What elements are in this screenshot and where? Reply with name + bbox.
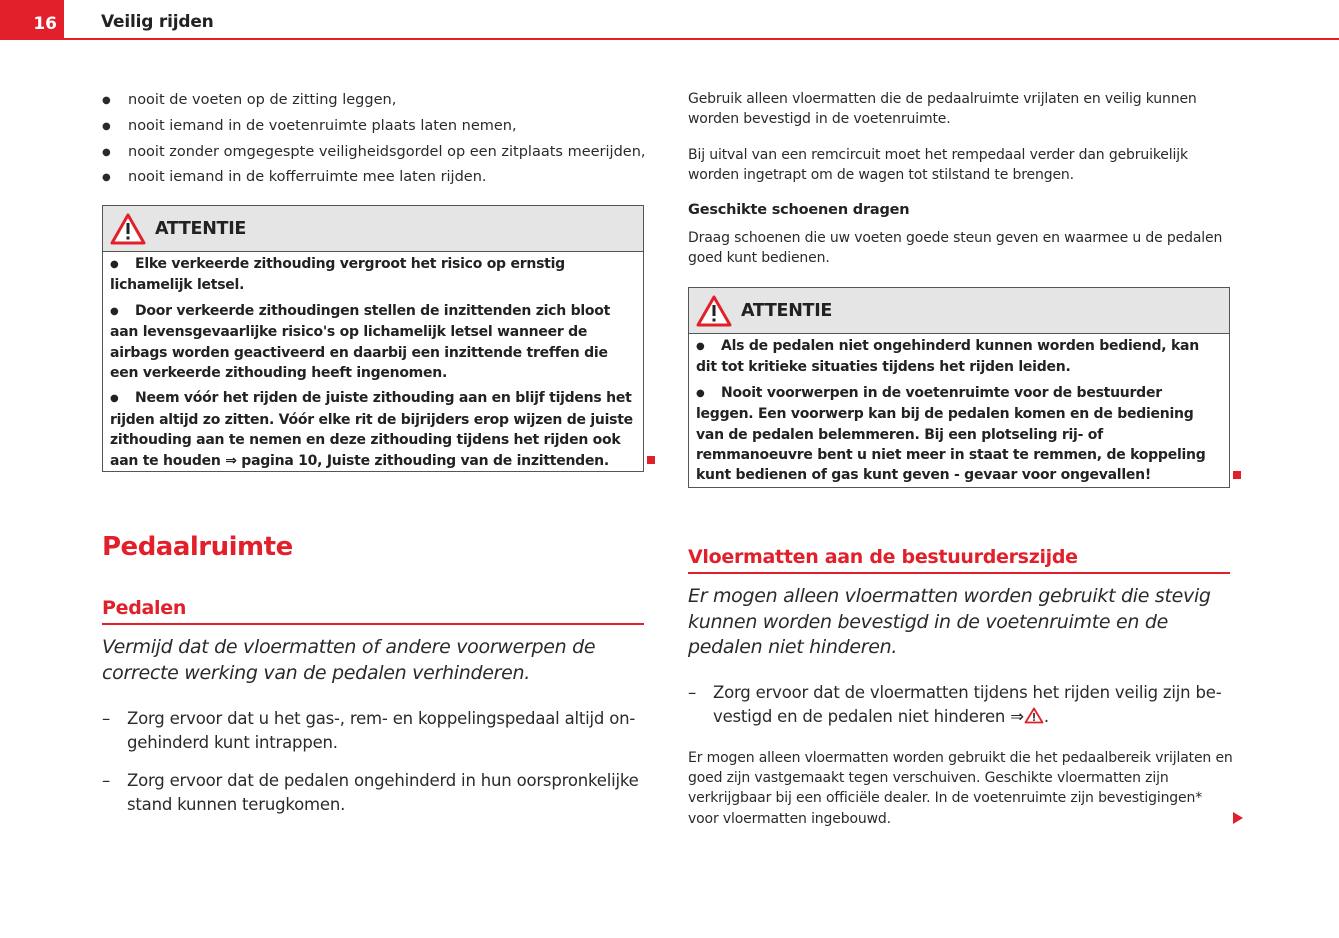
continue-arrow-icon bbox=[1233, 812, 1243, 824]
section-title: Pedaalruimte bbox=[102, 532, 293, 562]
warning-body bbox=[103, 252, 643, 478]
warning-box bbox=[102, 205, 644, 472]
page-header bbox=[0, 0, 1339, 40]
step-list bbox=[688, 681, 1233, 743]
bullet-list bbox=[102, 88, 646, 191]
header-rule bbox=[64, 38, 1339, 40]
chapter-title: Veilig rijden bbox=[101, 12, 214, 32]
paragraph: Bij uitval van een remcircuit moet het rempedaal verder dan gebruikelijk worden ingetrapt om de wagen tot stilstand te brengen. bbox=[688, 147, 1188, 183]
warning-item: ● Door verkeerde zithoudingen stellen de inzittenden zich bloot aan levensgevaarlijke risico's op lichamelijk letsel wanneer de airbags worden geactiveerd en daarbij een inzittende treffen die een verkeerde zithouding heeft ingenomen. bbox=[110, 302, 611, 382]
warning-triangle-icon bbox=[110, 213, 146, 245]
warning-body bbox=[689, 334, 1229, 493]
step-item: – Zorg ervoor dat de vloermatten tijdens het rijden veilig zijn bevestigd en de pedalen niet hinderen ⇒ . bbox=[688, 681, 1233, 728]
warning-header bbox=[103, 206, 643, 252]
warning-reference-icon[interactable] bbox=[1024, 707, 1044, 724]
warning-title: ATTENTIE bbox=[155, 218, 247, 239]
subheading: Geschikte schoenen dragen bbox=[688, 202, 910, 218]
subsection-rule bbox=[102, 623, 644, 625]
list-item: ● nooit de voeten op de zitting leggen, bbox=[102, 88, 646, 114]
warning-item: ● Nooit voorwerpen in de voetenruimte voor de bestuurder leggen. Een voorwerp kan bij de pedalen komen en de bediening van de pedalen belemmeren. Bij een plotseling rij- of remmanoeuvre bent u niet meer in staat te remmen, de koppeling kunt bedienen of gas kunt geven - gevaar voor ongevallen! bbox=[696, 384, 1206, 484]
subsection-title: Pedalen bbox=[102, 597, 187, 619]
page-number: 16 bbox=[0, 0, 64, 40]
section-end-marker bbox=[1233, 471, 1241, 479]
warning-box bbox=[688, 287, 1230, 488]
warning-item: ● Als de pedalen niet ongehinderd kunnen worden bediend, kan dit tot kritieke situaties tijdens het rijden leiden. bbox=[696, 338, 1199, 376]
warning-header bbox=[689, 288, 1229, 334]
warning-title: ATTENTIE bbox=[741, 300, 833, 321]
step-item: – Zorg ervoor dat de pedalen ongehinderd in hun oorspronkelijke stand kunnen terugkomen. bbox=[102, 769, 647, 816]
note-paragraph: Er mogen alleen vloermatten worden gebruikt die het pedaalbereik vrijlaten en goed zijn vastgemaakt tegen verschuiven. Geschikte vloermatten zijn verkrijgbaar bij een officiële dealer. In de voetenruimte zijn bevestigingen* voor vloermatten ingebouwd. bbox=[688, 750, 1233, 827]
warning-item: ● Elke verkeerde zithouding vergroot het risico op ernstig lichamelijk letsel. bbox=[110, 256, 565, 294]
section-end-marker bbox=[647, 456, 655, 464]
warning-triangle-icon bbox=[696, 295, 732, 327]
list-item: ● nooit iemand in de voetenruimte plaats laten nemen, bbox=[102, 114, 646, 140]
step-list bbox=[102, 707, 647, 831]
subsection-title: Vloermatten aan de bestuurderszijde bbox=[688, 546, 1078, 568]
list-item: ● nooit iemand in de kofferruimte mee laten rijden. bbox=[102, 165, 646, 191]
subsection-rule bbox=[688, 572, 1230, 574]
intro-text: Vermijd dat de vloermatten of andere voorwerpen de correcte werking van de pedalen verhinderen. bbox=[102, 636, 596, 684]
paragraph: Gebruik alleen vloermatten die de pedaalruimte vrijlaten en veilig kunnen worden bevestigd in de voetenruimte. bbox=[688, 91, 1197, 127]
intro-text: Er mogen alleen vloermatten worden gebruikt die stevig kunnen worden bevestigd in de voetenruimte en de pedalen niet hinderen. bbox=[688, 585, 1211, 658]
paragraph: Draag schoenen die uw voeten goede steun geven en waarmee u de pedalen goed kunt bedienen. bbox=[688, 230, 1223, 266]
warning-item: ● Neem vóór het rijden de juiste zithouding aan en blijf tijdens het rijden altijd zo zitten. Vóór elke rit de bijrijders erop wijzen de juiste zithouding aan te nemen en deze zithouding tijdens het rijden ook aan te houden ⇒ pagina 10, Juiste zithouding van de inzittenden. bbox=[110, 390, 633, 469]
list-item: ● nooit zonder omgegespte veiligheidsgordel op een zitplaats meerijden, bbox=[102, 140, 646, 166]
step-item: – Zorg ervoor dat u het gas-, rem- en koppelingspedaal altijd ongehinderd kunt intrappen. bbox=[102, 707, 647, 754]
